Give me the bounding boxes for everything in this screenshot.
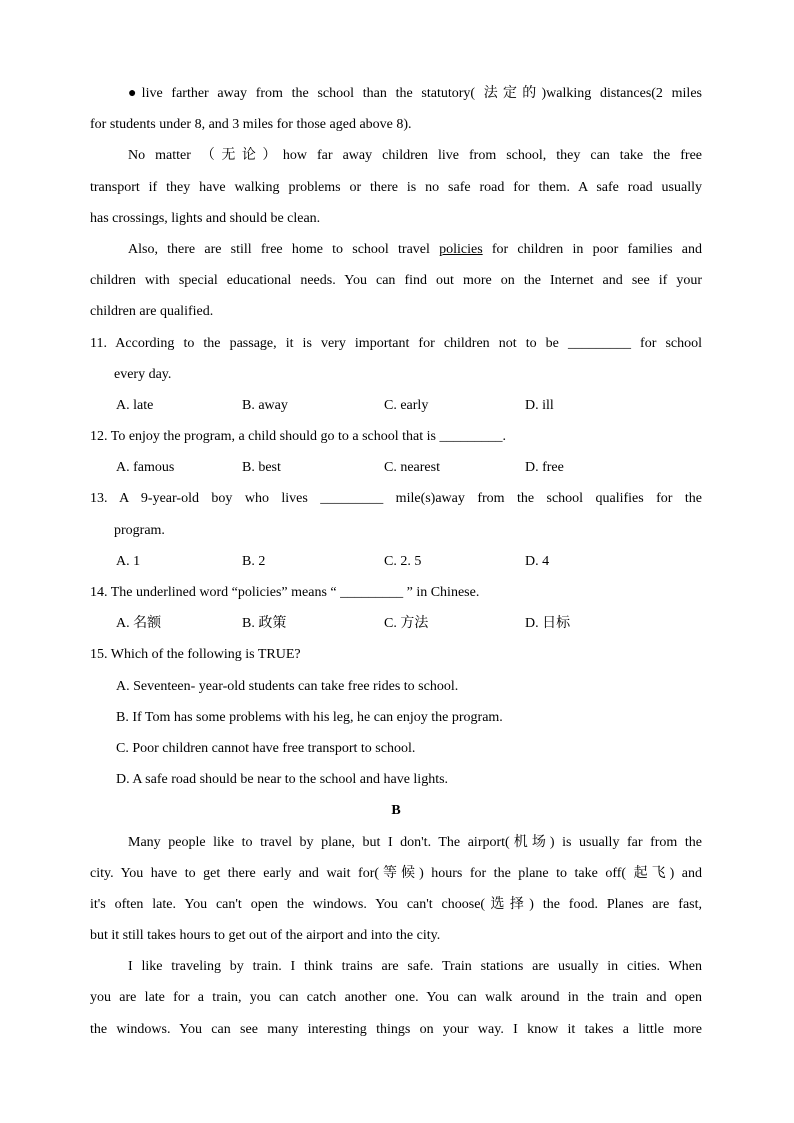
- question-13-stem-cont: program.: [114, 522, 165, 538]
- option-c: C. early: [384, 397, 429, 413]
- paragraph-line: children are qualified.: [90, 304, 214, 320]
- option-d: D. ill: [525, 397, 554, 413]
- paragraph-line: it's often late. You can't open the windows. You can't choose(选择) the food. Planes are fast,: [90, 896, 702, 912]
- text-span: for children in poor families and: [482, 241, 702, 257]
- option-c: C. 方法: [384, 616, 429, 632]
- option-a: A. Seventeen- year-old students can take free rides to school.: [116, 678, 459, 694]
- paragraph-line-policies: [90, 234, 702, 265]
- question-15-stem: 15. Which of the following is TRUE?: [90, 647, 301, 663]
- question-14-stem: 14. The underlined word “policies” means “ _________ ” in Chinese.: [90, 585, 480, 600]
- option-d: D. free: [525, 460, 564, 476]
- paragraph-line: but it still takes hours to get out of the airport and into the city.: [90, 928, 441, 944]
- question-11-stem-cont: every day.: [114, 366, 172, 382]
- option-d: D. A safe road should be near to the school and have lights.: [116, 772, 449, 788]
- question-11-options: [90, 390, 702, 421]
- question-12-options: [90, 452, 702, 483]
- paragraph-line: city. You have to get there early and wait for(等候) hours for the plane to take off( 起飞) and: [90, 865, 702, 881]
- bullet-line-1: ●live farther away from the school than the statutory( 法定的)walking distances(2 miles: [128, 86, 702, 101]
- option-c: C. Poor children cannot have free transport to school.: [116, 740, 416, 756]
- option-b: B. 2: [242, 553, 266, 569]
- paragraph-line: has crossings, lights and should be clean.: [90, 210, 321, 226]
- option-d: D. 4: [525, 553, 550, 569]
- option-a: A. late: [116, 397, 154, 413]
- paragraph-line: the windows. You can see many interesting things on your way. I know it takes a little more: [90, 1021, 702, 1037]
- option-a: A. 1: [116, 553, 141, 569]
- option-b: B. best: [242, 460, 281, 476]
- option-b: B. If Tom has some problems with his leg, he can enjoy the program.: [116, 709, 503, 725]
- option-d: D. 日标: [525, 616, 571, 632]
- paragraph-line: children with special educational needs. You can find out more on the Internet and see if your: [90, 273, 702, 289]
- paragraph-line: No matter （无论）how far away children live from school, they can take the free: [128, 148, 702, 164]
- document-page: [90, 78, 702, 1045]
- option-b: B. away: [242, 397, 288, 413]
- question-14-options: [90, 608, 702, 639]
- paragraph-line: Many people like to travel by plane, but I don't. The airport(机场) is usually far from the: [128, 834, 702, 850]
- option-b: B. 政策: [242, 616, 287, 632]
- option-a: A. 名额: [116, 616, 162, 632]
- question-13-stem: 13. A 9-year-old boy who lives _________ mile(s)away from the school qualifies for the: [90, 491, 702, 507]
- paragraph-line: I like traveling by train. I think trains are safe. Train stations are usually in cities. When: [128, 959, 702, 975]
- underlined-word: policies: [439, 241, 483, 257]
- question-12-stem: 12. To enjoy the program, a child should go to a school that is _________.: [90, 429, 506, 445]
- text-span: Also, there are still free home to school travel: [128, 241, 440, 257]
- paragraph-line: you are late for a train, you can catch another one. You can walk around in the train and open: [90, 990, 702, 1006]
- bullet-line-2: for students under 8, and 3 miles for those aged above 8).: [90, 117, 412, 133]
- option-a: A. famous: [116, 460, 175, 476]
- section-heading: B: [391, 803, 401, 819]
- option-c: C. nearest: [384, 460, 440, 476]
- paragraph-line: transport if they have walking problems or there is no safe road for them. A safe road usually: [90, 179, 702, 195]
- question-13-options: [90, 546, 702, 577]
- question-11-stem: 11. According to the passage, it is very important for children not to be _________ for school: [90, 335, 702, 351]
- option-c: C. 2. 5: [384, 553, 422, 569]
